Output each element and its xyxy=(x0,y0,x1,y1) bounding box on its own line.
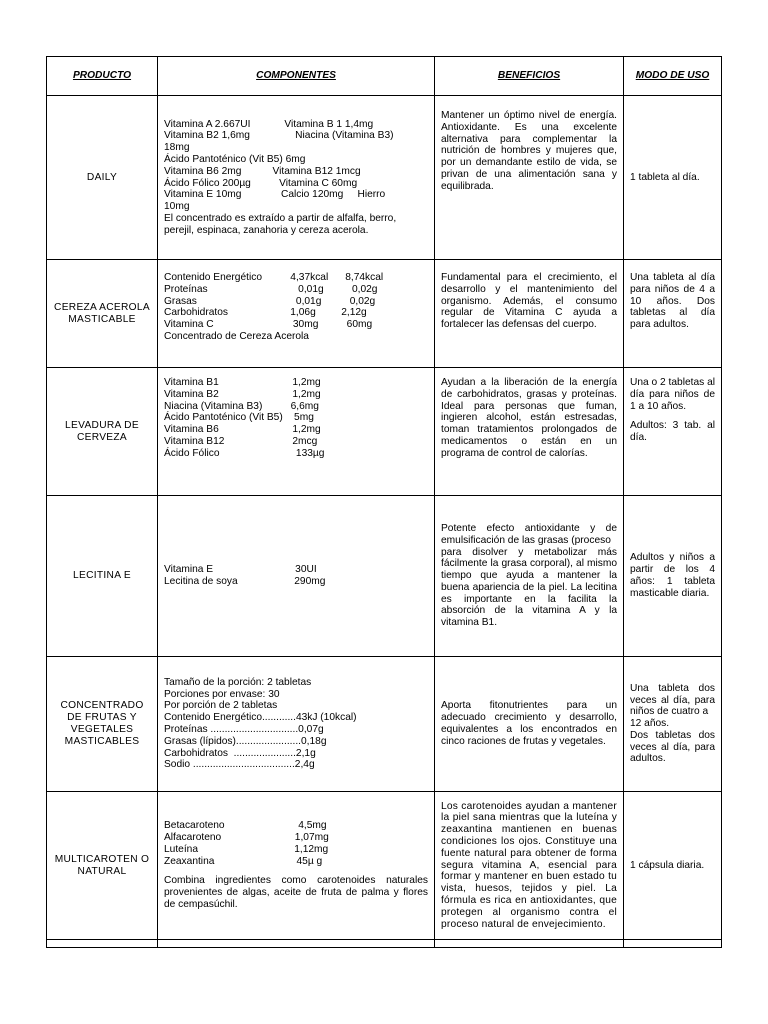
benefits-line: Potente efecto antioxidante y de emulsificación de las grasas (proceso xyxy=(441,522,617,546)
benefits-cell: Ayudan a la liberación de la energía de carbohidratos, grasas y proteínas. Ideal para personas que fuman, ingieren alcohol, están estresadas, toman tratamientos prolongados de medicamentos o están en un programa de control de calorías. xyxy=(435,368,624,496)
component-line: Zeaxantina 45µ g xyxy=(164,855,323,867)
components-cell xyxy=(158,657,435,792)
component-line: Vitamina B1 1,2mg xyxy=(164,377,321,388)
spacer xyxy=(164,867,428,875)
usage-cell: 1 cápsula diaria. xyxy=(624,792,722,940)
usage-line: Una o 2 tabletas al día para niños de 1 a 10 años. xyxy=(630,377,715,412)
empty-cell xyxy=(624,940,722,948)
product-name: LECITINA E xyxy=(47,496,158,657)
benefits-cell: Los carotenoides ayudan a mantener la piel sana mientras que la luteína y zeaxantina mantienen en buenas condiciones los ojos. Constituye una fuente natural para obtener de forma segura vitamina A, esencial para formar y mantener en buen estado tu vista, huesos, tejidos y piel. La fórmula es rica en antioxidantes, que protegen al organismo contra el proceso natural de envejecimiento. xyxy=(435,792,624,940)
table-row xyxy=(47,368,722,496)
component-line: Grasas 0,01g 0,02g xyxy=(164,295,376,307)
component-line: Vitamina B6 1,2mg xyxy=(164,424,321,436)
usage-cell xyxy=(624,657,722,792)
component-line: Vitamina E 10mg Calcio 120mg Hierro xyxy=(164,189,386,201)
component-line: 10mg xyxy=(164,201,190,213)
table-row xyxy=(47,657,722,792)
usage-cell xyxy=(624,368,722,496)
product-name: MULTICAROTEN O NATURAL xyxy=(47,792,158,940)
component-line: Alfacaroteno 1,07mg xyxy=(164,832,329,843)
table-row xyxy=(47,496,722,657)
component-line: Contenido Energético 4,37kcal 8,74kcal xyxy=(164,272,384,283)
product-table xyxy=(46,56,722,948)
usage-line: Adultos: 3 tab. al día. xyxy=(630,420,715,444)
component-line: Luteína 1,12mg xyxy=(164,843,329,855)
header-modo-de-uso: MODO DE USO xyxy=(624,57,722,96)
component-line: Porciones por envase: 30 xyxy=(164,688,280,700)
component-line: Niacina (Vitamina B3) 6,6mg xyxy=(164,400,319,412)
product-name: LEVADURA DE CERVEZA xyxy=(47,368,158,496)
component-line: Lecitina de soya 290mg xyxy=(164,576,326,587)
table-row xyxy=(47,260,722,368)
components-cell xyxy=(158,368,435,496)
component-line: Proteínas 0,01g 0,02g xyxy=(164,283,378,295)
components-cell xyxy=(158,792,435,940)
product-name: CONCENTRADO DE FRUTAS Y VEGETALES MASTICABLES xyxy=(47,657,158,792)
component-line: Sodio ....................................2,4g xyxy=(164,759,315,771)
component-line: Contenido Energético............43kJ (10kcal) xyxy=(164,712,357,724)
empty-row xyxy=(47,940,722,948)
component-line: Carbohidratos 1,06g 2,12g xyxy=(164,307,367,319)
component-line: Carbohidratos ......................2,1g xyxy=(164,747,316,759)
benefits-cell: Aporta fitonutrientes para un adecuado crecimiento y desarrollo, equivalentes a los encontrados en cinco raciones de frutas y vegetales. xyxy=(435,657,624,792)
header-beneficios: BENEFICIOS xyxy=(435,57,624,96)
component-line: Vitamina E 30UI xyxy=(164,564,317,576)
component-line: El concentrado es extraído a partir de alfalfa, berro, xyxy=(164,212,397,224)
table-row xyxy=(47,792,722,940)
components-cell xyxy=(158,496,435,657)
component-line: Ácido Fólico 133µg xyxy=(164,447,325,459)
component-line: Vitamina C 30mg 60mg xyxy=(164,319,373,331)
usage-cell: 1 tableta al día. xyxy=(624,96,722,260)
component-line: Tamaño de la porción: 2 tabletas xyxy=(164,676,312,688)
component-line: Vitamina B2 1,6mg Niacina (Vitamina B3) xyxy=(164,130,394,142)
component-line: Ácido Fólico 200µg Vitamina C 60mg xyxy=(164,177,358,189)
component-line: 18mg xyxy=(164,142,190,154)
usage-cell: Adultos y niños a partir de los 4 años: 1 tableta masticable diaria. xyxy=(624,496,722,657)
component-line: Vitamina B12 2mcg xyxy=(164,435,318,447)
product-name: CEREZA ACEROLA MASTICABLE xyxy=(47,260,158,368)
component-line: perejil, espinaca, zanahoria y cereza acerola. xyxy=(164,224,369,236)
component-line: Vitamina B2 1,2mg xyxy=(164,388,321,400)
component-line: Concentrado de Cereza Acerola xyxy=(164,330,309,342)
component-line: Ácido Pantoténico (Vit B5) 6mg xyxy=(164,153,306,165)
component-line: Vitamina B6 2mg Vitamina B12 1mcg xyxy=(164,165,361,177)
components-cell xyxy=(158,260,435,368)
usage-line: Una tableta dos veces al día, para niños de cuatro a xyxy=(630,682,715,718)
component-line: Ácido Pantoténico (Vit B5) 5mg xyxy=(164,412,314,424)
table-row xyxy=(47,96,722,260)
benefits-cell: Fundamental para el crecimiento, el desarrollo y el mantenimiento del organismo. Además, el consumo regular de Vitamina C ayuda a fortalecer las defensas del cuerpo. xyxy=(435,260,624,368)
usage-line: Dos tabletas dos veces al día, para adultos. xyxy=(630,729,715,765)
benefits-cell xyxy=(435,496,624,657)
component-line: Grasas (lípidos).......................0,18g xyxy=(164,735,327,747)
component-line: Proteínas ...............................0,07g xyxy=(164,724,324,735)
component-line: Betacaroteno 4,5mg xyxy=(164,820,327,832)
usage-cell: Una tableta al día para niños de 4 a 10 años. Dos tabletas al día para adultos. xyxy=(624,260,722,368)
component-line: Vitamina A 2.667UI Vitamina B 1 1,4mg xyxy=(164,118,374,130)
header-componentes: COMPONENTES xyxy=(158,57,435,96)
usage-line: 12 años. xyxy=(630,718,670,730)
spacer xyxy=(630,412,715,420)
product-name: DAILY xyxy=(47,96,158,260)
components-cell xyxy=(158,96,435,260)
header-producto: PRODUCTO xyxy=(47,57,158,96)
benefits-cell: Mantener un óptimo nivel de energía. Antioxidante. Es una excelente alternativa para complementar la nutrición de hombres y mujeres que, por un demandante estilo de vida, se privan de una alimentación sana y equilibrada. xyxy=(435,96,624,260)
empty-cell xyxy=(158,940,435,948)
header-row xyxy=(47,57,722,96)
component-line: Por porción de 2 tabletas xyxy=(164,700,278,712)
benefits-line: para disolver y metabolizar más fácilmente la grasa corporal), al mismo tiempo que ayuda a mantener la buena apariencia de la piel. La lecitina es importante en la facilita la absorción de la vitamina A y la vitamina B1. xyxy=(441,546,617,629)
empty-cell xyxy=(435,940,624,948)
empty-cell xyxy=(47,940,158,948)
component-description: Combina ingredientes como carotenoides naturales provenientes de algas, aceite de fruta de palma y flores de cempasúchil. xyxy=(164,875,428,910)
